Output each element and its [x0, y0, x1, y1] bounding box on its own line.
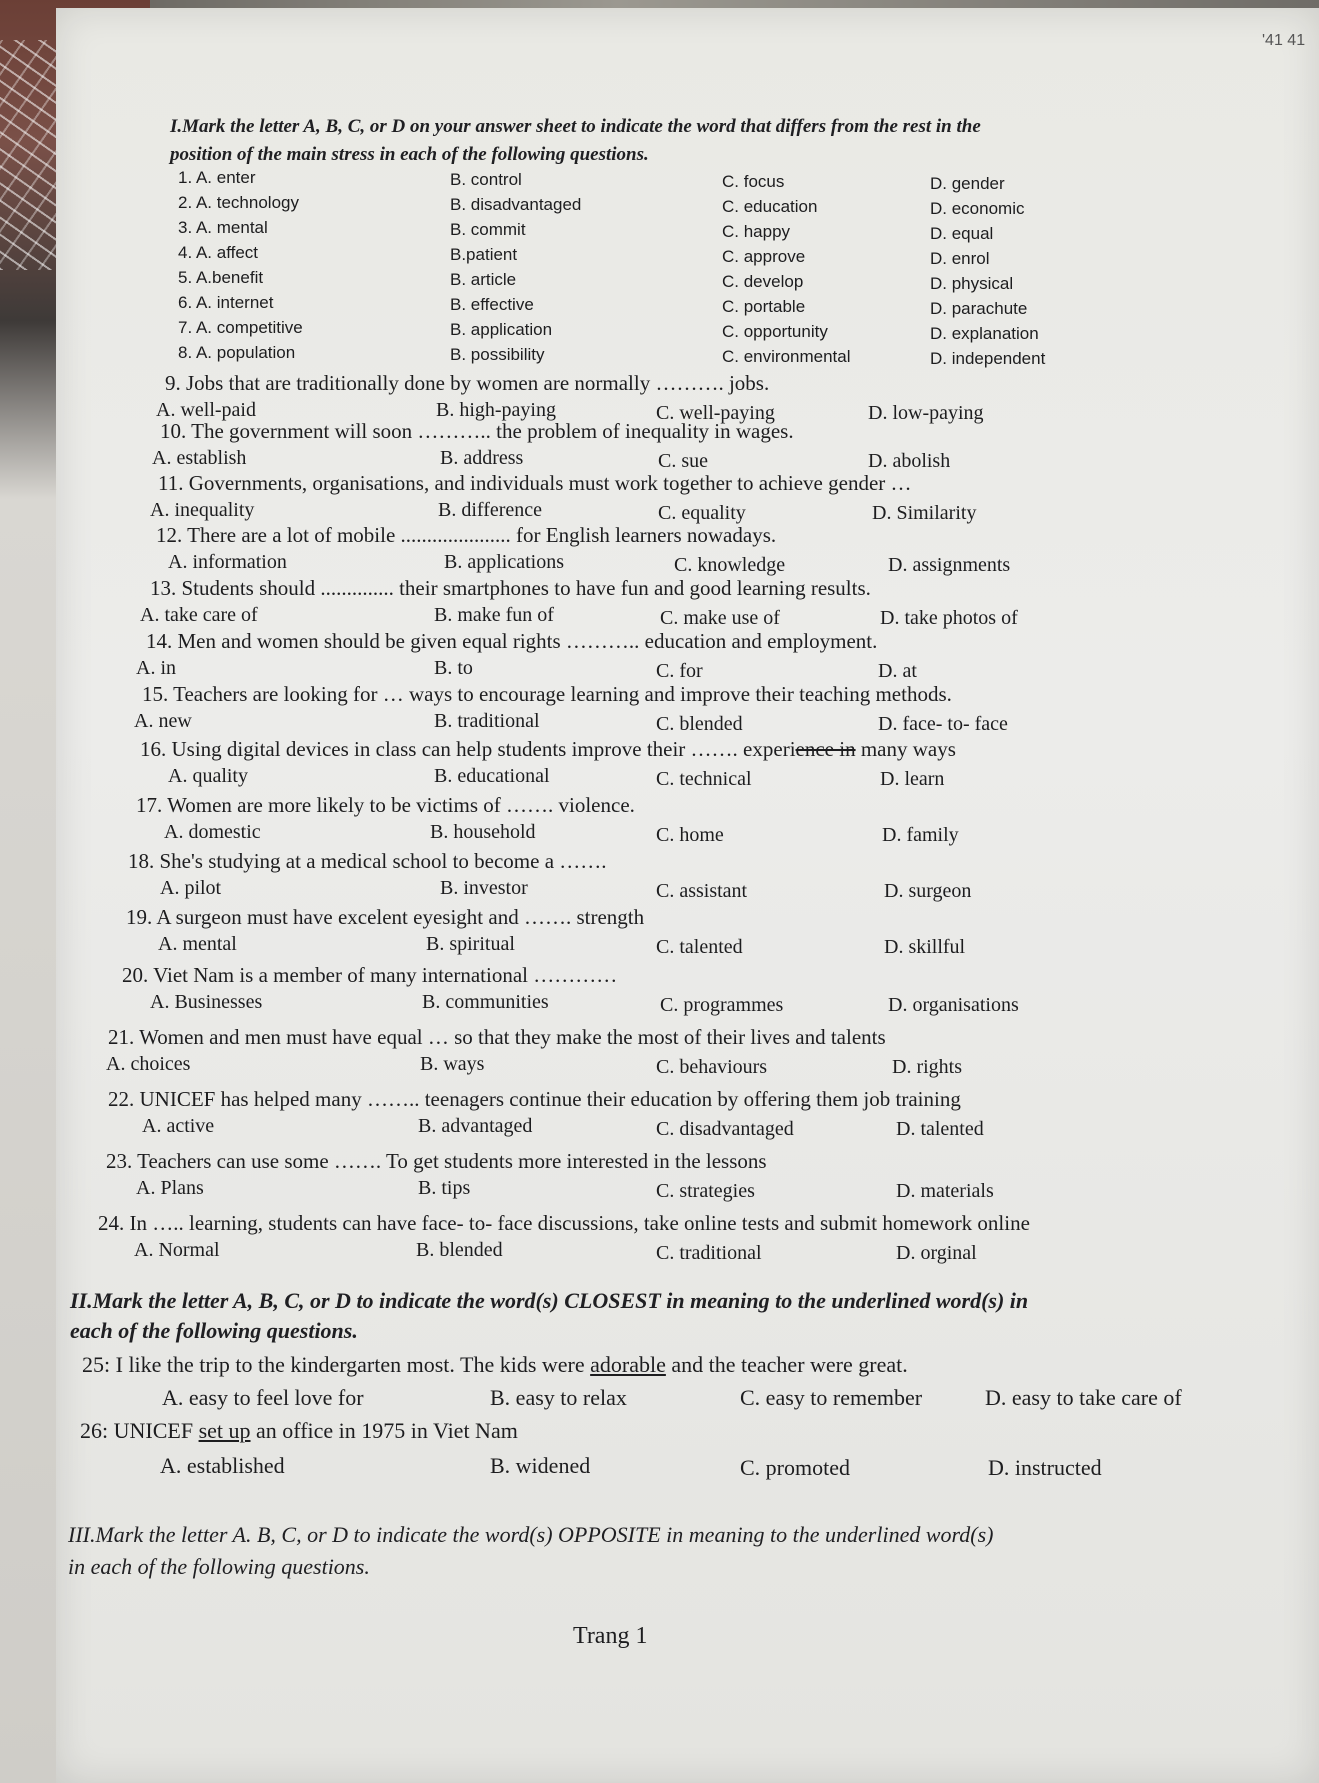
question-26-stem — [80, 1418, 518, 1444]
q15-option-d: D. face- to- face — [878, 713, 1008, 735]
q9-option-b: B. high-paying — [436, 399, 556, 421]
q11-option-c: C. equality — [658, 502, 746, 524]
q17-option-c: C. home — [656, 824, 724, 846]
question-13-stem: 13. Students should .............. their smartphones to have fun and good learning results. — [150, 576, 871, 600]
q21-option-b: B. ways — [420, 1053, 485, 1075]
q4-option-a: 4. A. affect — [178, 243, 259, 262]
q20-option-c: C. programmes — [660, 994, 784, 1016]
q24-option-b: B. blended — [416, 1239, 503, 1261]
page-footer: Trang 1 — [573, 1623, 648, 1649]
q9-option-c: C. well-paying — [656, 402, 775, 424]
q18-option-b: B. investor — [440, 877, 528, 899]
q4-option-b: B.patient — [450, 245, 518, 264]
q18-option-c: C. assistant — [656, 880, 748, 902]
q3-option-d: D. equal — [930, 224, 994, 243]
q5-option-b: B. article — [450, 270, 517, 289]
q25-stem-post: and the teacher were great. — [665, 1352, 908, 1377]
q17-option-a: A. domestic — [164, 821, 261, 843]
q9-option-a: A. well-paid — [156, 399, 256, 421]
q10-option-b: B. address — [440, 447, 524, 469]
q21-option-a: A. choices — [106, 1053, 191, 1075]
section3-title-line2: in each of the following questions. — [68, 1554, 370, 1579]
q16-option-c: C. technical — [656, 768, 752, 790]
q25-option-a: A. easy to feel love for — [162, 1385, 364, 1410]
q13-option-c: C. make use of — [660, 607, 780, 629]
section2-title-line1: II.Mark the letter A, B, C, or D to indicate the word(s) CLOSEST in meaning to the underlined word(s) in — [70, 1288, 1029, 1313]
q13-option-a: A. take care of — [140, 604, 258, 626]
q26-stem-post: an office in 1975 in Viet Nam — [250, 1418, 518, 1443]
question-17-stem: 17. Women are more likely to be victims of ……. violence. — [136, 793, 635, 817]
q1-option-c: C. focus — [722, 172, 785, 191]
q6-option-c: C. portable — [722, 297, 806, 316]
q24-option-c: C. traditional — [656, 1242, 762, 1264]
q10-option-a: A. establish — [152, 447, 247, 469]
q18-option-a: A. pilot — [160, 877, 222, 899]
q8-option-a: 8. A. population — [178, 343, 296, 362]
q25-option-b: B. easy to relax — [490, 1385, 627, 1410]
q6-option-a: 6. A. internet — [178, 293, 274, 312]
question-22-stem: 22. UNICEF has helped many …….. teenagers continue their education by offering them job training — [108, 1087, 961, 1111]
question-10-stem: 10. The government will soon ……….. the problem of inequality in wages. — [160, 419, 794, 443]
q2-option-c: C. education — [722, 197, 818, 216]
q22-option-c: C. disadvantaged — [656, 1118, 794, 1140]
q16-stem-strikethrough: ence in — [795, 737, 856, 761]
q3-option-b: B. commit — [450, 220, 526, 239]
q20-option-b: B. communities — [422, 991, 549, 1013]
q19-option-c: C. talented — [656, 936, 743, 958]
q7-option-b: B. application — [450, 320, 553, 339]
q3-option-a: 3. A. mental — [178, 218, 268, 237]
q20-option-d: D. organisations — [888, 994, 1019, 1016]
question-21-stem: 21. Women and men must have equal … so that they make the most of their lives and talents — [108, 1025, 886, 1049]
q6-option-d: D. parachute — [930, 299, 1028, 318]
q23-option-b: B. tips — [418, 1177, 471, 1199]
q14-option-d: D. at — [878, 660, 917, 682]
q12-option-d: D. assignments — [888, 554, 1011, 576]
q13-option-d: D. take photos of — [880, 607, 1018, 629]
q11-option-b: B. difference — [438, 499, 543, 521]
question-23-stem: 23. Teachers can use some ……. To get students more interested in the lessons — [106, 1149, 767, 1173]
q16-option-d: D. learn — [880, 768, 945, 790]
q23-option-d: D. materials — [896, 1180, 994, 1202]
q3-option-c: C. happy — [722, 222, 791, 241]
q25-option-c: C. easy to remember — [740, 1385, 923, 1410]
q5-option-d: D. physical — [930, 274, 1014, 293]
q22-option-b: B. advantaged — [418, 1115, 533, 1137]
q15-option-b: B. traditional — [434, 710, 540, 732]
q17-option-b: B. household — [430, 821, 536, 843]
question-19-stem: 19. A surgeon must have excelent eyesight and ……. strength — [126, 905, 645, 929]
underlined-phrase-set-up: set up — [198, 1418, 251, 1443]
underlined-word-adorable: adorable — [590, 1352, 666, 1377]
section2-title-line2: each of the following questions. — [70, 1318, 358, 1343]
q7-option-a: 7. A. competitive — [178, 318, 303, 337]
q16-stem-pre: 16. Using digital devices in class can help students improve their ……. experi — [140, 737, 796, 761]
section1-title-line2: position of the main stress in each of the following questions. — [170, 144, 649, 165]
q15-option-a: A. new — [134, 710, 192, 732]
q12-option-b: B. applications — [444, 551, 564, 573]
q8-option-b: B. possibility — [450, 345, 545, 364]
q14-option-c: C. for — [656, 660, 703, 682]
q14-option-b: B. to — [434, 657, 473, 679]
question-11-stem: 11. Governments, organisations, and individuals must work together to achieve gender … — [158, 471, 912, 495]
q20-option-a: A. Businesses — [150, 991, 263, 1013]
q25-option-d: D. easy to take care of — [985, 1385, 1182, 1410]
q24-option-d: D. orginal — [896, 1242, 977, 1264]
q2-option-b: B. disadvantaged — [450, 195, 582, 214]
q7-option-d: D. explanation — [930, 324, 1039, 343]
q5-option-c: C. develop — [722, 272, 804, 291]
q26-option-d: D. instructed — [988, 1455, 1102, 1480]
q7-option-c: C. opportunity — [722, 322, 828, 341]
q22-option-a: A. active — [142, 1115, 215, 1137]
q13-option-b: B. make fun of — [434, 604, 554, 626]
q2-option-d: D. economic — [930, 199, 1025, 218]
q1-option-b: B. control — [450, 170, 522, 189]
section1-title-line1: I.Mark the letter A, B, C, or D on your answer sheet to indicate the word that differs from the rest in the — [170, 116, 981, 137]
q9-option-d: D. low-paying — [868, 402, 984, 424]
q16-option-a: A. quality — [168, 765, 248, 787]
question-9-stem: 9. Jobs that are traditionally done by women are normally ………. jobs. — [165, 371, 770, 395]
q24-option-a: A. Normal — [134, 1239, 220, 1261]
q12-option-c: C. knowledge — [674, 554, 786, 576]
q26-option-c: C. promoted — [740, 1455, 850, 1480]
q19-option-b: B. spiritual — [426, 933, 515, 955]
q26-option-a: A. established — [160, 1453, 285, 1478]
q25-stem-pre: 25: I like the trip to the kindergarten most. The kids were — [82, 1352, 591, 1377]
q18-option-d: D. surgeon — [884, 880, 972, 902]
q10-option-d: D. abolish — [868, 450, 951, 472]
handwritten-note: '41 41 — [1262, 32, 1306, 49]
question-24-stem: 24. In ….. learning, students can have face- to- face discussions, take online tests and submit homework online — [98, 1211, 1030, 1235]
q10-option-c: C. sue — [658, 450, 708, 472]
q1-option-d: D. gender — [930, 174, 1005, 193]
question-15-stem: 15. Teachers are looking for … ways to encourage learning and improve their teaching methods. — [142, 682, 952, 706]
q8-option-d: D. independent — [930, 349, 1046, 368]
q4-option-d: D. enrol — [930, 249, 990, 268]
q5-option-a: 5. A.benefit — [178, 268, 264, 287]
q21-option-c: C. behaviours — [656, 1056, 768, 1078]
q15-option-c: C. blended — [656, 713, 743, 735]
q26-option-b: B. widened — [490, 1453, 591, 1478]
q6-option-b: B. effective — [450, 295, 534, 314]
q14-option-a: A. in — [136, 657, 176, 679]
q1-option-a: 1. A. enter — [178, 168, 256, 187]
section3-title-line1: III.Mark the letter A. B, C, or D to indicate the word(s) OPPOSITE in meaning to the underlined word(s) — [68, 1522, 994, 1547]
q12-option-a: A. information — [168, 551, 287, 573]
question-14-stem: 14. Men and women should be given equal rights ……….. education and employment. — [146, 629, 878, 653]
q11-option-d: D. Similarity — [872, 502, 977, 524]
q19-option-a: A. mental — [158, 933, 237, 955]
q23-option-c: C. strategies — [656, 1180, 755, 1202]
q23-option-a: A. Plans — [136, 1177, 204, 1199]
question-20-stem: 20. Viet Nam is a member of many international ………… — [122, 963, 618, 987]
q19-option-d: D. skillful — [884, 936, 966, 958]
q8-option-c: C. environmental — [722, 347, 851, 366]
q22-option-d: D. talented — [896, 1118, 984, 1140]
q11-option-a: A. inequality — [150, 499, 255, 521]
q17-option-d: D. family — [882, 824, 959, 846]
q4-option-c: C. approve — [722, 247, 806, 266]
question-16-stem — [140, 736, 956, 762]
q2-option-a: 2. A. technology — [178, 193, 299, 212]
q16-option-b: B. educational — [434, 765, 550, 787]
question-12-stem: 12. There are a lot of mobile ..................... for English learners nowadays. — [156, 523, 777, 547]
question-18-stem: 18. She's studying at a medical school to become a ……. — [128, 849, 607, 873]
q26-stem-pre: 26: UNICEF — [80, 1418, 199, 1443]
q21-option-d: D. rights — [892, 1056, 962, 1078]
q16-stem-post: many ways — [855, 737, 956, 761]
question-25-stem — [82, 1352, 908, 1378]
